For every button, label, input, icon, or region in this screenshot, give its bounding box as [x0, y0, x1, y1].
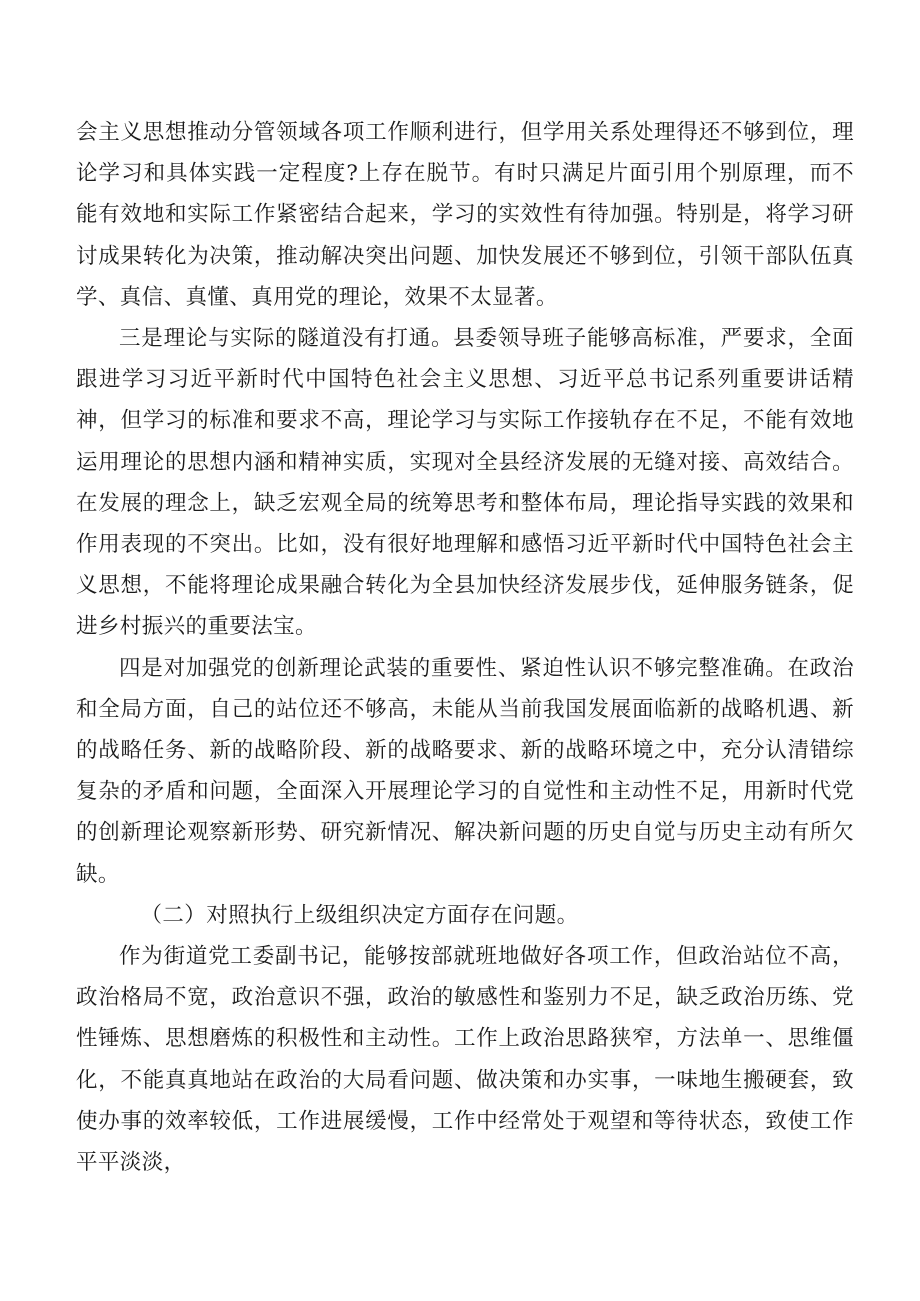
paragraph-continuation: 会主义思想推动分管领域各项工作顺利进行，但学用关系处理得还不够到位，理论学习和具体实践一定程度?上存在脱节。有时只满足片面引用个别原理，而不能有效地和实际工作紧密结合起来，学习的实效性有待加强。特别是，将学习研讨成果转化为决策，推动解决突出问题、加快发展还不够到位，引领干部队伍真学、真信、真懂、真用党的理论，效果不太显著。: [76, 120, 854, 310]
paragraph-section-body: 作为街道党工委副书记，能够按部就班地做好各项工作，但政治站位不高，政治格局不宽，政治意识不强，政治的敏感性和鉴别力不足，缺乏政治历练、党性锤炼、思想磨炼的积极性和主动性。工作上政治思路狭窄，方法单一、思维僵化，不能真真地站在政治的大局看问题、做决策和办实事，一味地生搬硬套，致使办事的效率较低，工作进展缓慢，工作中经常处于观望和等待状态，致使工作平平淡淡，: [76, 944, 854, 1176]
paragraph-point-four: 四是对加强党的创新理论武装的重要性、紧迫性认识不够完整准确。在政治和全局方面，自己的站位还不够高，未能从当前我国发展面临新的战略机遇、新的战略任务、新的战略阶段、新的战略要求、新的战略环境之中，充分认清错综复杂的矛盾和问题，全面深入开展理论学习的自觉性和主动性不足，用新时代党的创新理论观察新形势、研究新情况、解决新问题的历史自觉与历史主动有所欠缺。: [76, 655, 854, 887]
section-heading: （二）对照执行上级组织决定方面存在问题。: [140, 902, 579, 928]
document-body: [76, 112, 854, 1183]
paragraph-point-three: 三是理论与实际的隧道没有打通。县委领导班子能够高标准，严要求，全面跟进学习习近平新时代中国特色社会主义思想、习近平总书记系列重要讲话精神，但学习的标准和要求不高，理论学习与实际工作接轨存在不足，不能有效地运用理论的思想内涵和精神实质，实现对全县经济发展的无缝对接、高效结合。在发展的理念上，缺乏宏观全局的统筹思考和整体布局，理论指导实践的效果和作用表现的不突出。比如，没有很好地理解和感悟习近平新时代中国特色社会主义思想，不能将理论成果融合转化为全县加快经济发展步伐，延伸服务链条，促进乡村振兴的重要法宝。: [76, 326, 854, 640]
